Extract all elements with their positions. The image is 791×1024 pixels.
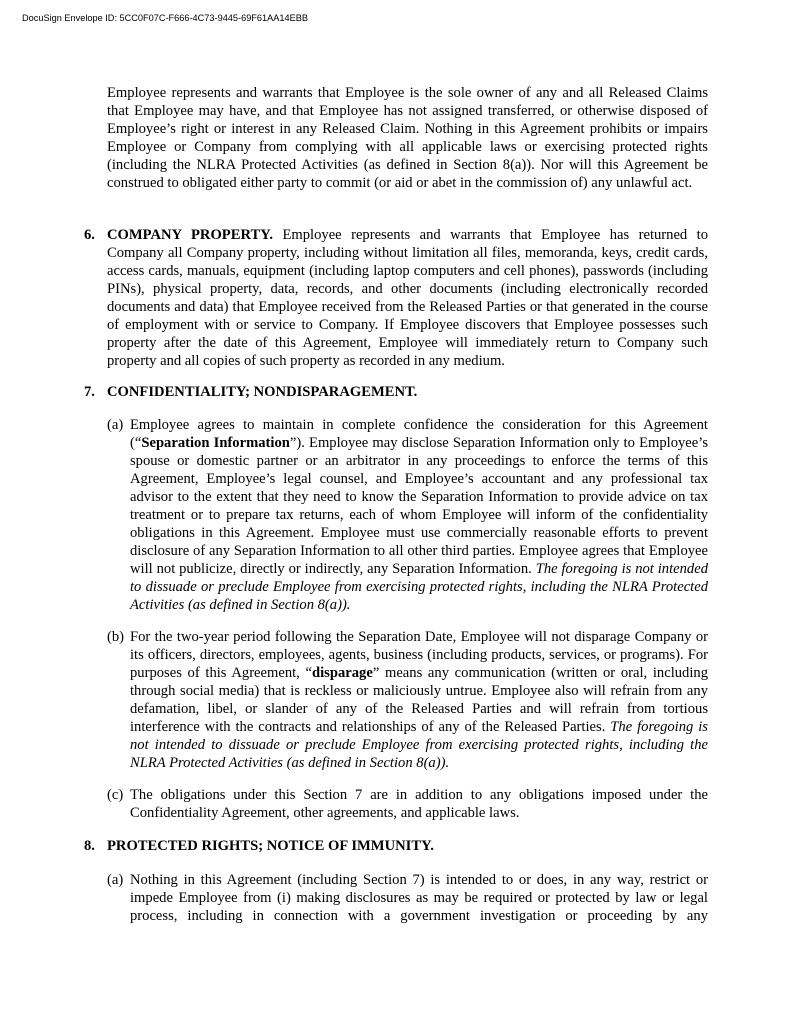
section-7a bbox=[107, 416, 708, 614]
section-7-heading: CONFIDENTIALITY; NONDISPARAGEMENT. bbox=[107, 384, 418, 400]
section-7-number: 7. bbox=[84, 384, 95, 400]
separation-information-term: Separation Information bbox=[141, 435, 290, 451]
section-8a bbox=[107, 871, 708, 925]
section-7b-text-2: ” means any communication (written or oral, including through social media) that is reckless or maliciously untrue. Employee also will refrain from any defamation, libel, or slander of any of the Released Parties and will refrain from tortious interference with the contracts and relationships of any of the Released Parties. bbox=[130, 665, 708, 735]
intro-paragraph: Employee represents and warrants that Employee is the sole owner of any and all Released Claims that Employee may have, and that Employee has not assigned transferred, or otherwise disposed of Employee’s right or interest in any Released Claim. Nothing in this Agreement prohibits or impairs Employee or Company from complying with all applicable laws or exercising protected rights (including the NLRA Protected Activities (as defined in Section 8(a)). Nor will this Agreement be construed to obligated either party to commit (or aid or abet in the commission of) any unlawful act. bbox=[107, 85, 708, 191]
section-6-content bbox=[107, 226, 708, 370]
section-6-number: 6. bbox=[84, 227, 95, 243]
section-7 bbox=[84, 383, 708, 401]
section-7b-label: (b) bbox=[107, 629, 125, 645]
section-7b-content bbox=[130, 628, 708, 772]
section-6 bbox=[84, 226, 708, 370]
section-6-text: Employee represents and warrants that Employee has returned to Company all Company property, including without limitation all files, memoranda, keys, credit cards, access cards, manuals, equipment (including laptop computers and cell phones), passwords (including PINs), physical property, data, records, and other documents (including electronically recorded documents and data) that Employee received from the Released Parties or that generated in the course of employment with or service to Company. If Employee discovers that Employee possesses such property after the date of this Agreement, Employee will immediately return to Company such property and all copies of such property as recorded in any medium. bbox=[107, 227, 709, 369]
section-8-number: 8. bbox=[84, 838, 95, 854]
section-7a-text-1: Employee agrees to maintain in complete confidence the consideration for this Agreement (“ bbox=[130, 417, 708, 451]
disparage-term: disparage bbox=[312, 665, 373, 681]
section-7a-text-2: ”). Employee may disclose Separation Information only to Employee’s spouse or domestic partner or an arbitrator in any proceedings to enforce the terms of this Agreement, Employee’s legal counsel, and Employee’s accountant and any professional tax advisor to the extent that they need to know the Separation Information to provide advice on tax treatment or to prepare tax returns, each of whom Employee will inform of the confidentiality obligations in this Agreement. Employee must use commercially reasonable efforts to prevent disclosure of any Separation Information to all other third parties. Employee agrees that Employee will not publicize, directly or indirectly, any Separation Information. bbox=[130, 435, 708, 577]
section-8a-text: Nothing in this Agreement (including Section 7) is intended to or does, in any way, restrict or impede Employee from (i) making disclosures as may be required or protected by law or legal process, including in connection with a government investigation or proceeding by any bbox=[130, 872, 708, 924]
section-7a-content bbox=[130, 416, 708, 614]
section-7b-text-1: For the two-year period following the Separation Date, Employee will not disparage Company or its officers, directors, employees, agents, business (including products, services, or programs). For purposes of this Agreement, “ bbox=[130, 629, 708, 681]
section-7b bbox=[107, 628, 708, 772]
envelope-id: DocuSign Envelope ID: 5CC0F07C-F666-4C73-9445-69F61AA14EBB bbox=[22, 13, 308, 23]
section-8 bbox=[84, 837, 708, 855]
section-7a-label: (a) bbox=[107, 417, 124, 433]
section-8a-label: (a) bbox=[107, 872, 124, 888]
section-6-heading: COMPANY PROPERTY. bbox=[107, 227, 274, 243]
section-8-heading: PROTECTED RIGHTS; NOTICE OF IMMUNITY. bbox=[107, 838, 434, 854]
section-7c-label: (c) bbox=[107, 787, 124, 803]
section-7b-italic: The foregoing is not intended to dissuade or preclude Employee from exercising protected rights, including the NLRA Protected Activities (as defined in Section 8(a)). bbox=[130, 719, 708, 771]
section-7a-italic: The foregoing is not intended to dissuade or preclude Employee from exercising protected rights, including the NLRA Protected Activities (as defined in Section 8(a)). bbox=[130, 561, 709, 613]
section-7c bbox=[107, 786, 708, 822]
section-7c-text: The obligations under this Section 7 are in addition to any obligations imposed under the Confidentiality Agreement, other agreements, and applicable laws. bbox=[130, 787, 708, 821]
